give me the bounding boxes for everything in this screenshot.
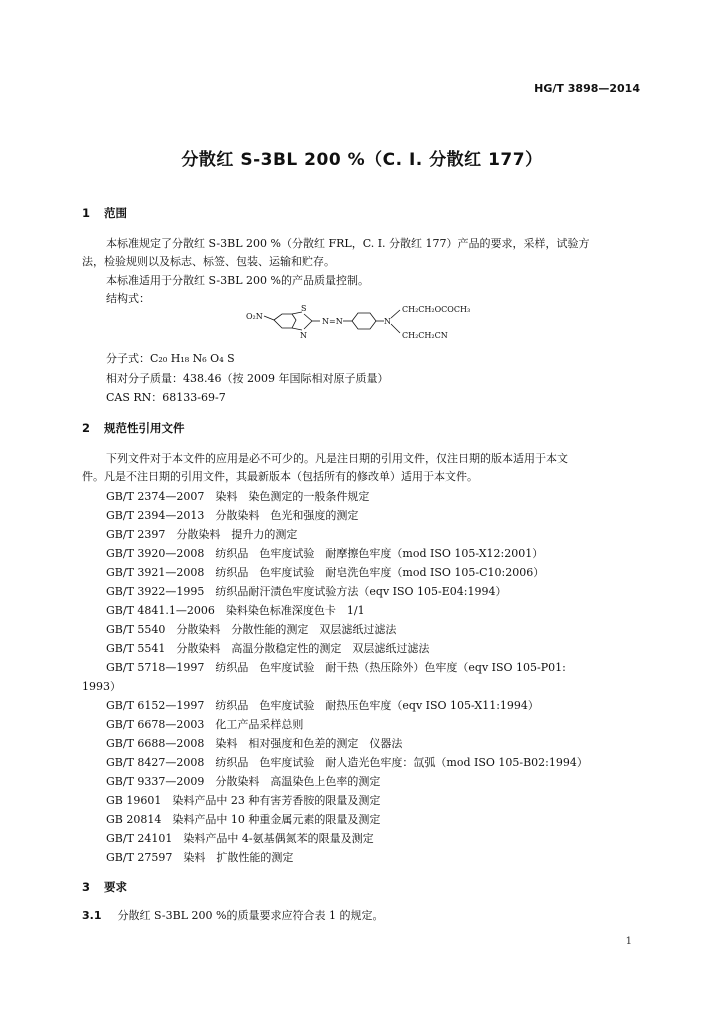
benzene-ring-1	[274, 314, 296, 328]
page-number: 1	[625, 936, 632, 947]
section-2-title: 规范性引用文件	[104, 421, 185, 435]
reference-item: GB/T 3920—2008 纺织品 色牢度试验 耐摩擦色牢度（mod ISO 105-X12:2001）	[106, 547, 544, 560]
reference-item: GB/T 2374—2007 染料 染色测定的一般条件规定	[106, 490, 370, 503]
reference-item: GB/T 8427—2008 纺织品 色牢度试验 耐人造光色牢度：氙弧（mod ISO 105-B02:1994）	[106, 756, 588, 769]
section-1-title: 范围	[104, 206, 127, 220]
reference-item: GB/T 6688—2008 染料 相对强度和色差的测定 仪器法	[106, 737, 403, 750]
section-3-heading	[82, 879, 127, 895]
cas-number: CAS RN：68133-69-7	[106, 391, 226, 404]
structural-formula	[244, 300, 524, 346]
section-1-number: 1	[82, 206, 91, 220]
section-2-number: 2	[82, 421, 91, 435]
clause-3-1-text: 分散红 S-3BL 200 %的质量要求应符合表 1 的规定。	[117, 909, 384, 922]
reference-item: GB 20814 染料产品中 10 种重金属元素的限量及测定	[106, 813, 381, 826]
branch-2-label: CH₂CH₂CN	[402, 331, 448, 340]
reference-item: GB/T 5718—1997 纺织品 色牢度试验 耐干热（热压除外）色牢度（eqv ISO 105-P01:	[106, 661, 566, 674]
bond-branch-1	[391, 310, 400, 318]
reference-item: GB/T 2397 分散染料 提升力的测定	[106, 528, 298, 541]
scope-paragraph-2: 本标准适用于分散红 S-3BL 200 %的产品质量控制。	[106, 274, 369, 287]
references-intro-a: 下列文件对于本文件的应用是必不可少的。凡是注日期的引用文件，仅注日期的版本适用于本文	[106, 452, 568, 465]
document-title: 分散红 S-3BL 200 %（C. I. 分散红 177）	[181, 150, 543, 170]
bond-n	[292, 328, 302, 330]
structure-label: 结构式：	[106, 292, 150, 305]
standard-code: HG/T 3898—2014	[534, 82, 640, 95]
section-3-title: 要求	[104, 880, 127, 894]
reference-item: GB/T 5540 分散染料 分散性能的测定 双层滤纸过滤法	[106, 623, 397, 636]
amine-nitrogen-label: N	[384, 317, 391, 326]
bond-branch-2	[391, 324, 400, 333]
benzene-ring-2	[352, 313, 376, 329]
nitrogen-ring-label: N	[300, 331, 307, 340]
section-2-heading	[82, 420, 185, 436]
branch-1-label: CH₂CH₂OCOCH₃	[402, 305, 471, 314]
reference-item-continuation: 1993）	[82, 680, 121, 693]
section-3-number: 3	[82, 880, 91, 894]
bond-ring-s	[304, 314, 312, 321]
reference-item: GB/T 2394—2013 分散染料 色光和强度的测定	[106, 509, 359, 522]
reference-item: GB/T 27597 染料 扩散性能的测定	[106, 851, 294, 864]
reference-item: GB/T 3921—2008 纺织品 色牢度试验 耐皂洗色牢度（mod ISO 105-C10:2006）	[106, 566, 545, 579]
references-intro-b: 件。凡是不注日期的引用文件，其最新版本（包括所有的修改单）适用于本文件。	[82, 470, 478, 483]
molecular-mass: 相对分子质量：438.46（按 2009 年国际相对原子质量）	[106, 372, 389, 385]
reference-item: GB/T 3922—1995 纺织品耐汗渍色牢度试验方法（eqv ISO 105-E04:1994）	[106, 585, 507, 598]
reference-item: GB/T 4841.1—2006 染料染色标准深度色卡 1/1	[106, 604, 365, 617]
reference-item: GB/T 6152—1997 纺织品 色牢度试验 耐热压色牢度（eqv ISO 105-X11:1994）	[106, 699, 539, 712]
reference-list	[82, 487, 588, 867]
reference-item: GB/T 9337—2009 分散染料 高温染色上色率的测定	[106, 775, 381, 788]
sulfur-label: S	[301, 304, 307, 313]
scope-paragraph-1a: 本标准规定了分散红 S-3BL 200 %（分散红 FRL，C. I. 分散红 177）产品的要求，采样，试验方	[106, 237, 590, 250]
molecular-formula: 分子式：C₂₀ H₁₈ N₆ O₄ S	[106, 352, 235, 365]
reference-item: GB/T 24101 染料产品中 4-氨基偶氮苯的限量及测定	[106, 832, 374, 845]
section-1-heading	[82, 205, 127, 221]
reference-item: GB/T 6678—2003 化工产品采样总则	[106, 718, 304, 731]
bond-ring-n	[304, 321, 312, 329]
reference-item: GB/T 5541 分散染料 高温分散稳定性的测定 双层滤纸过滤法	[106, 642, 430, 655]
bond-nitro	[264, 316, 274, 320]
clause-3-1	[82, 907, 383, 923]
reference-item: GB 19601 染料产品中 23 种有害芳香胺的限量及测定	[106, 794, 381, 807]
nitro-group-label: O₂N	[246, 312, 263, 321]
azo-group-label: N=N	[322, 317, 343, 326]
clause-3-1-number: 3.1	[82, 909, 102, 922]
scope-paragraph-1b: 法，检验规则以及标志、标签、包装、运输和贮存。	[82, 255, 335, 268]
